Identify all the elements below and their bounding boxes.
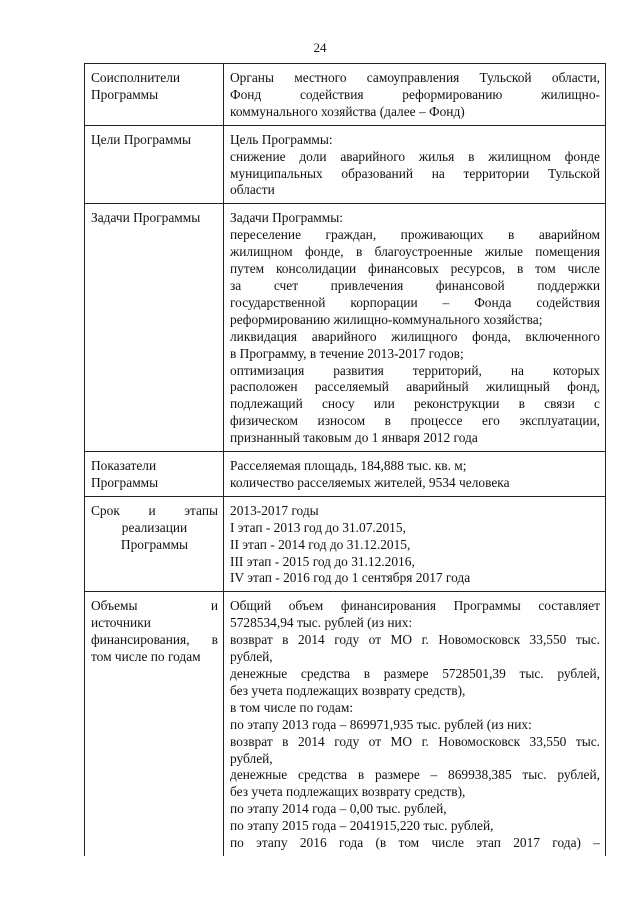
row-content-line: возврат в 2014 году от МО г. Новомосковск 33,550 тыс. bbox=[230, 632, 600, 648]
row-label-line: финансирования, в bbox=[91, 632, 218, 648]
row-content-line: без учета подлежащих возврату средств), bbox=[230, 682, 466, 698]
row-content-line: признанный таковым до 1 января 2012 года bbox=[230, 430, 478, 446]
row-content bbox=[224, 204, 606, 452]
row-content-line: 2013-2017 годы bbox=[230, 502, 319, 518]
row-content-line: муниципальных образований на территории Тульской bbox=[230, 165, 600, 181]
row-content-line: переселение граждан, проживающих в аварийном bbox=[230, 227, 600, 243]
row-content-line: в Программу, в течение 2013-2017 годов; bbox=[230, 345, 464, 361]
row-content-line: количество расселяемых жителей, 9534 человека bbox=[230, 474, 510, 490]
row-content-line: III этап - 2015 год до 31.12.2016, bbox=[230, 553, 415, 569]
row-label-line: Соисполнители bbox=[91, 70, 181, 85]
row-content-line: I этап - 2013 год до 31.07.2015, bbox=[230, 519, 406, 535]
row-label-line: Программы bbox=[91, 86, 159, 102]
row-content-line: без учета подлежащих возврату средств), bbox=[230, 784, 466, 800]
table-row-goals bbox=[85, 125, 606, 204]
row-content-line: по этапу 2014 года – 0,00 тыс. рублей, bbox=[230, 801, 447, 817]
row-content-line: Фонд содействия реформированию жилищно- bbox=[230, 86, 600, 102]
row-content-line: денежные средства в размере – 869938,385 тыс. рублей, bbox=[230, 767, 600, 783]
row-label-line: Программы bbox=[120, 536, 189, 552]
row-content-line: государственной корпорации – Фонда содействия bbox=[230, 294, 600, 310]
row-content-line: в том числе по годам: bbox=[230, 699, 354, 715]
row-content bbox=[224, 64, 606, 126]
row-content-line: по этапу 2015 года – 2041915,220 тыс. рублей, bbox=[230, 818, 494, 834]
row-label-line: Объемы и bbox=[91, 598, 218, 614]
row-label bbox=[85, 204, 224, 452]
row-content-line: снижение доли аварийного жилья в жилищном фонде bbox=[230, 148, 600, 164]
row-content-line: рублей, bbox=[230, 750, 273, 766]
row-content-line: II этап - 2014 год до 31.12.2015, bbox=[230, 536, 411, 552]
row-content-line: Общий объем финансирования Программы составляет bbox=[230, 598, 600, 614]
table-row-co-executors bbox=[85, 64, 606, 126]
row-label-line: том числе по годам bbox=[91, 649, 201, 665]
row-content-line: 5728534,94 тыс. рублей (из них: bbox=[230, 615, 413, 631]
row-label-line: Программы bbox=[91, 474, 159, 490]
row-label bbox=[85, 452, 224, 497]
table-row-indicators bbox=[85, 452, 606, 497]
row-content-line: реформированию жилищно-коммунального хозяйства; bbox=[230, 311, 543, 327]
row-content-line: жилищном фонде, в благоустроенные жилые помещения bbox=[230, 244, 600, 260]
row-content-line: Органы местного самоуправления Тульской области, bbox=[230, 70, 600, 85]
table-row-funding-volumes bbox=[85, 592, 606, 856]
row-label bbox=[85, 125, 224, 204]
table-row-terms-stages bbox=[85, 496, 606, 592]
row-label bbox=[85, 592, 224, 856]
page-number: 24 bbox=[313, 40, 327, 55]
row-content bbox=[224, 496, 606, 592]
row-content bbox=[224, 452, 606, 497]
row-label-line: Цели Программы bbox=[91, 131, 191, 147]
row-content-line: по этапу 2016 года (в том числе этап 2017 года) – bbox=[230, 835, 600, 851]
row-label bbox=[85, 64, 224, 126]
row-content-line: области bbox=[230, 182, 275, 198]
row-content-line: IV этап - 2016 год до 1 сентября 2017 года bbox=[230, 570, 471, 586]
row-content-line: возврат в 2014 году от МО г. Новомосковск 33,550 тыс. bbox=[230, 733, 600, 749]
row-content-line: за счет привлечения финансовой поддержки bbox=[230, 277, 600, 293]
row-content-line: рублей, bbox=[230, 649, 273, 665]
row-content-line: Расселяемая площадь, 184,888 тыс. кв. м; bbox=[230, 458, 467, 474]
row-content-line: путем консолидации финансовых ресурсов, в том числе bbox=[230, 261, 600, 277]
row-content-line: по этапу 2013 года – 869971,935 тыс. рублей (из них: bbox=[230, 716, 532, 732]
row-label-line: Задачи Программы bbox=[91, 210, 201, 226]
row-label-line: источники bbox=[91, 615, 151, 631]
row-content-line: оптимизация развития территорий, на которых bbox=[230, 362, 600, 378]
row-content-line: Задачи Программы: bbox=[230, 210, 343, 226]
row-label-line: Срок и этапы bbox=[91, 502, 218, 518]
row-content bbox=[224, 592, 606, 856]
row-content bbox=[224, 125, 606, 204]
row-label-line: реализации bbox=[121, 519, 188, 535]
row-content-line: денежные средства в размере 5728501,39 тыс. рублей, bbox=[230, 666, 600, 681]
row-label bbox=[85, 496, 224, 592]
row-content-line: расположен расселяемый аварийный жилищный фонд, bbox=[230, 379, 600, 395]
row-content-line: подлежащий сносу или реконструкции в связи с bbox=[230, 396, 600, 412]
row-label-line: Показатели bbox=[91, 458, 157, 474]
row-content-line: Цель Программы: bbox=[230, 131, 333, 147]
row-content-line: ликвидация аварийного жилищного фонда, включенного bbox=[230, 328, 600, 344]
row-content-line: физическом износом в процессе его эксплуатации, bbox=[230, 413, 600, 429]
row-content-line: коммунального хозяйства (далее – Фонд) bbox=[230, 103, 465, 119]
table-row-tasks bbox=[85, 204, 606, 452]
program-passport-table bbox=[84, 63, 606, 856]
